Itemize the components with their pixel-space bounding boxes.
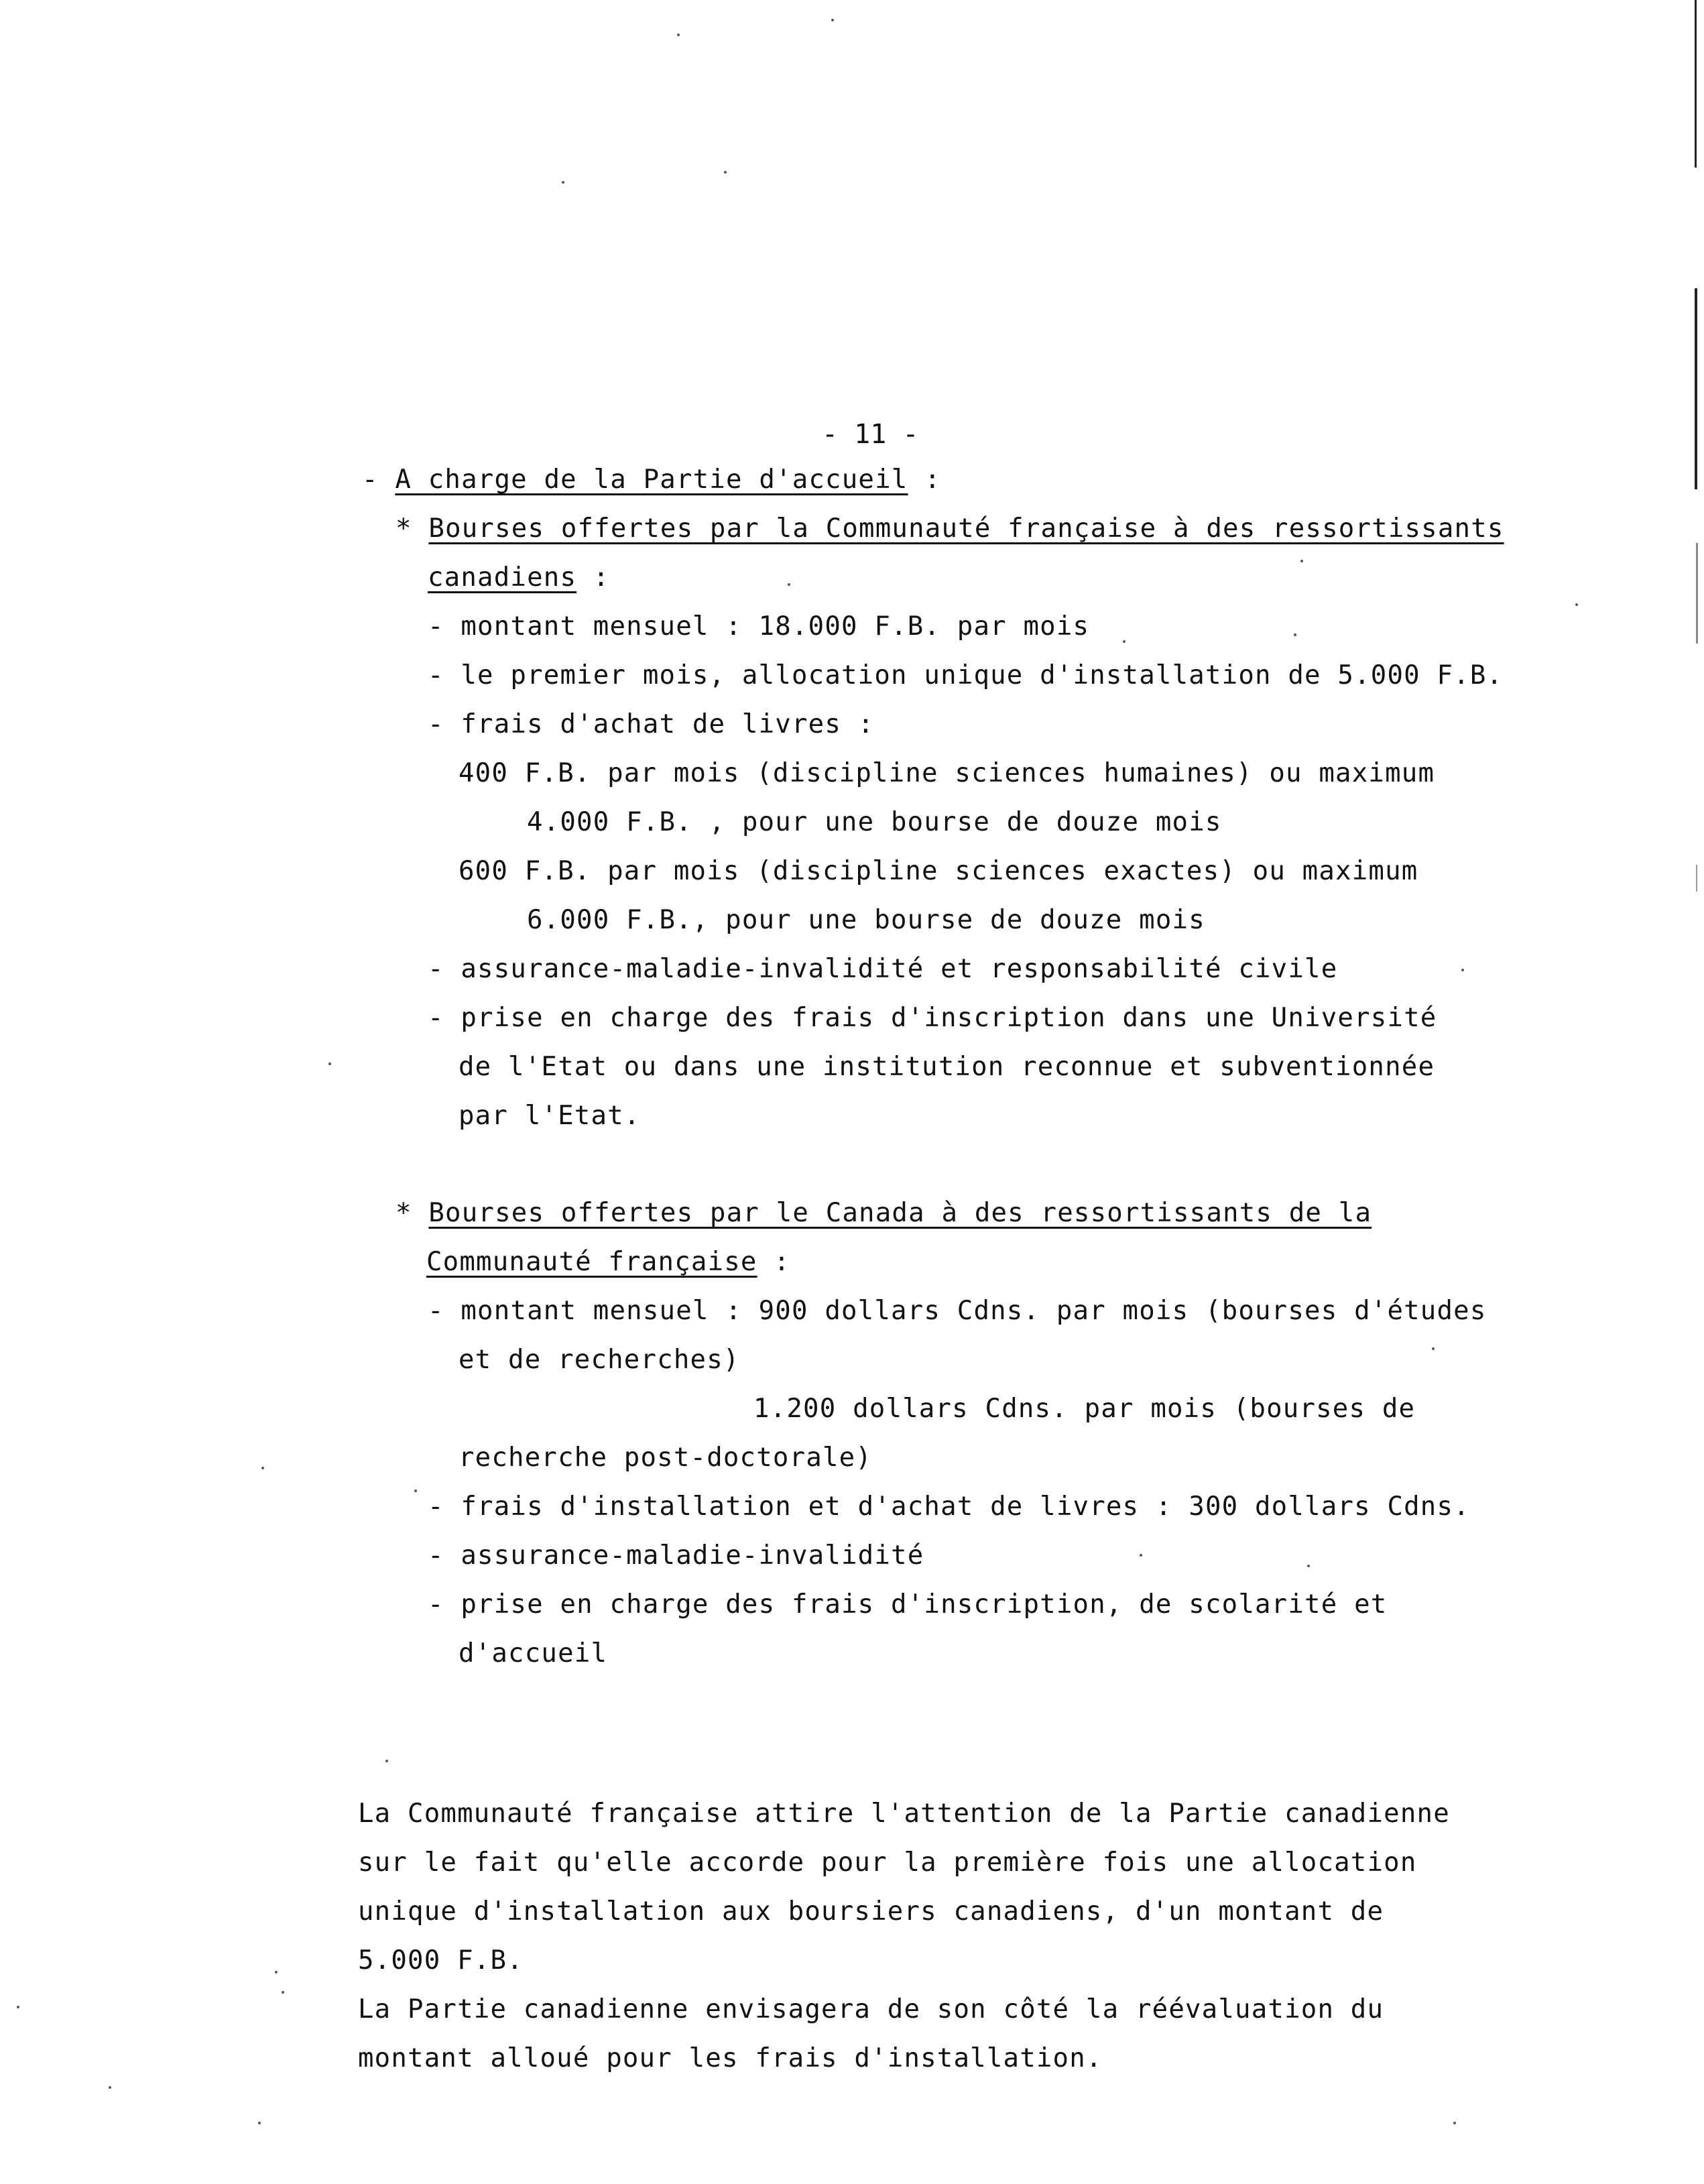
scan-speck xyxy=(1140,1554,1142,1557)
scan-speck xyxy=(1432,1347,1435,1350)
block-title-colon: : xyxy=(757,1247,790,1277)
paragraph-line: La Partie canadienne envisagera de son côté la réévaluation du xyxy=(358,1994,1384,2024)
page-number: - 11 - xyxy=(822,419,919,450)
list-item-detail: 600 F.B. par mois (discipline sciences exactes) ou maximum xyxy=(459,856,1418,886)
paragraph-line: montant alloué pour les frais d'installation. xyxy=(358,2043,1103,2073)
block-title-continued: Communauté française xyxy=(426,1247,757,1277)
list-item-continued: recherche post-doctorale) xyxy=(459,1443,872,1473)
block-title-line2 xyxy=(426,1245,790,1280)
list-item: - frais d'achat de livres : xyxy=(428,709,875,739)
scan-speck xyxy=(1575,603,1578,606)
list-item: - montant mensuel : 900 dollars Cdns. par mois (bourses d'études xyxy=(428,1296,1487,1326)
scan-speck xyxy=(831,19,834,21)
block-title-continued: canadiens xyxy=(428,562,577,593)
list-item: - le premier mois, allocation unique d'installation de 5.000 F.B. xyxy=(428,660,1504,690)
paragraph-line: 5.000 F.B. xyxy=(358,1945,524,1976)
scan-speck xyxy=(1461,969,1464,971)
scan-speck xyxy=(328,1063,331,1065)
scan-speck xyxy=(1307,1565,1310,1567)
scan-speck xyxy=(275,1971,278,1974)
paragraph-line: unique d'installation aux boursiers canadiens, d'un montant de xyxy=(358,1896,1384,1927)
scan-speck xyxy=(788,583,790,586)
block-title-line1 xyxy=(395,1196,1372,1231)
scan-speck xyxy=(385,1760,388,1762)
scan-margin-mark xyxy=(1695,0,1697,168)
list-item: - frais d'installation et d'achat de livres : 300 dollars Cdns. xyxy=(428,1492,1470,1522)
list-item-detail: 400 F.B. par mois (discipline sciences humaines) ou maximum xyxy=(459,758,1435,788)
list-item: - assurance-maladie-invalidité xyxy=(428,1540,924,1571)
scan-speck xyxy=(724,171,727,174)
list-item-continued: de l'Etat ou dans une institution reconnue et subventionnée xyxy=(459,1052,1435,1082)
block-title-colon: : xyxy=(576,562,610,593)
scan-speck xyxy=(677,34,680,36)
scan-speck xyxy=(109,2086,111,2089)
heading-dash: - xyxy=(362,465,395,495)
scan-speck xyxy=(261,1467,264,1469)
list-item: - prise en charge des frais d'inscription, de scolarité et xyxy=(428,1589,1388,1620)
list-item: - montant mensuel : 18.000 F.B. par mois xyxy=(428,611,1090,642)
list-item-detail: 1.200 dollars Cdns. par mois (bourses de xyxy=(753,1394,1416,1424)
scan-speck xyxy=(258,2122,261,2124)
list-item-continued: par l'Etat. xyxy=(459,1101,641,1131)
scan-speck xyxy=(414,1490,417,1492)
section-heading xyxy=(362,463,941,497)
scan-speck xyxy=(562,181,564,184)
bullet-star: * xyxy=(395,513,429,544)
heading-colon: : xyxy=(908,465,941,495)
list-item-continued: et de recherches) xyxy=(459,1345,740,1375)
scan-speck xyxy=(1123,640,1125,643)
block-title-line1 xyxy=(395,511,1504,546)
paragraph-line: sur le fait qu'elle accorde pour la première fois une allocation xyxy=(358,1847,1417,1878)
scan-margin-mark xyxy=(1696,543,1698,644)
list-item-continued: d'accueil xyxy=(459,1638,608,1669)
block-title: Bourses offertes par le Canada à des ressortissants de la xyxy=(428,1198,1372,1228)
scan-margin-mark xyxy=(1695,288,1697,489)
scan-speck xyxy=(282,1991,284,1994)
list-item: - prise en charge des frais d'inscription dans une Université xyxy=(428,1003,1437,1033)
scan-speck xyxy=(17,2006,19,2008)
bullet-star: * xyxy=(395,1198,429,1228)
list-item-detail: 6.000 F.B., pour une bourse de douze mois xyxy=(527,905,1205,935)
heading-title: A charge de la Partie d'accueil xyxy=(395,465,908,495)
block-title-line2 xyxy=(428,560,610,595)
paragraph-line: La Communauté française attire l'attention de la Partie canadienne xyxy=(358,1799,1450,1829)
scan-speck xyxy=(1453,2122,1456,2124)
scan-speck xyxy=(1300,560,1303,562)
list-item: - assurance-maladie-invalidité et responsabilité civile xyxy=(428,954,1338,984)
scan-speck xyxy=(1294,633,1296,636)
block-title: Bourses offertes par la Communauté française à des ressortissants xyxy=(428,513,1504,544)
list-item-detail: 4.000 F.B. , pour une bourse de douze mois xyxy=(527,807,1222,837)
scan-margin-mark xyxy=(1696,865,1697,892)
